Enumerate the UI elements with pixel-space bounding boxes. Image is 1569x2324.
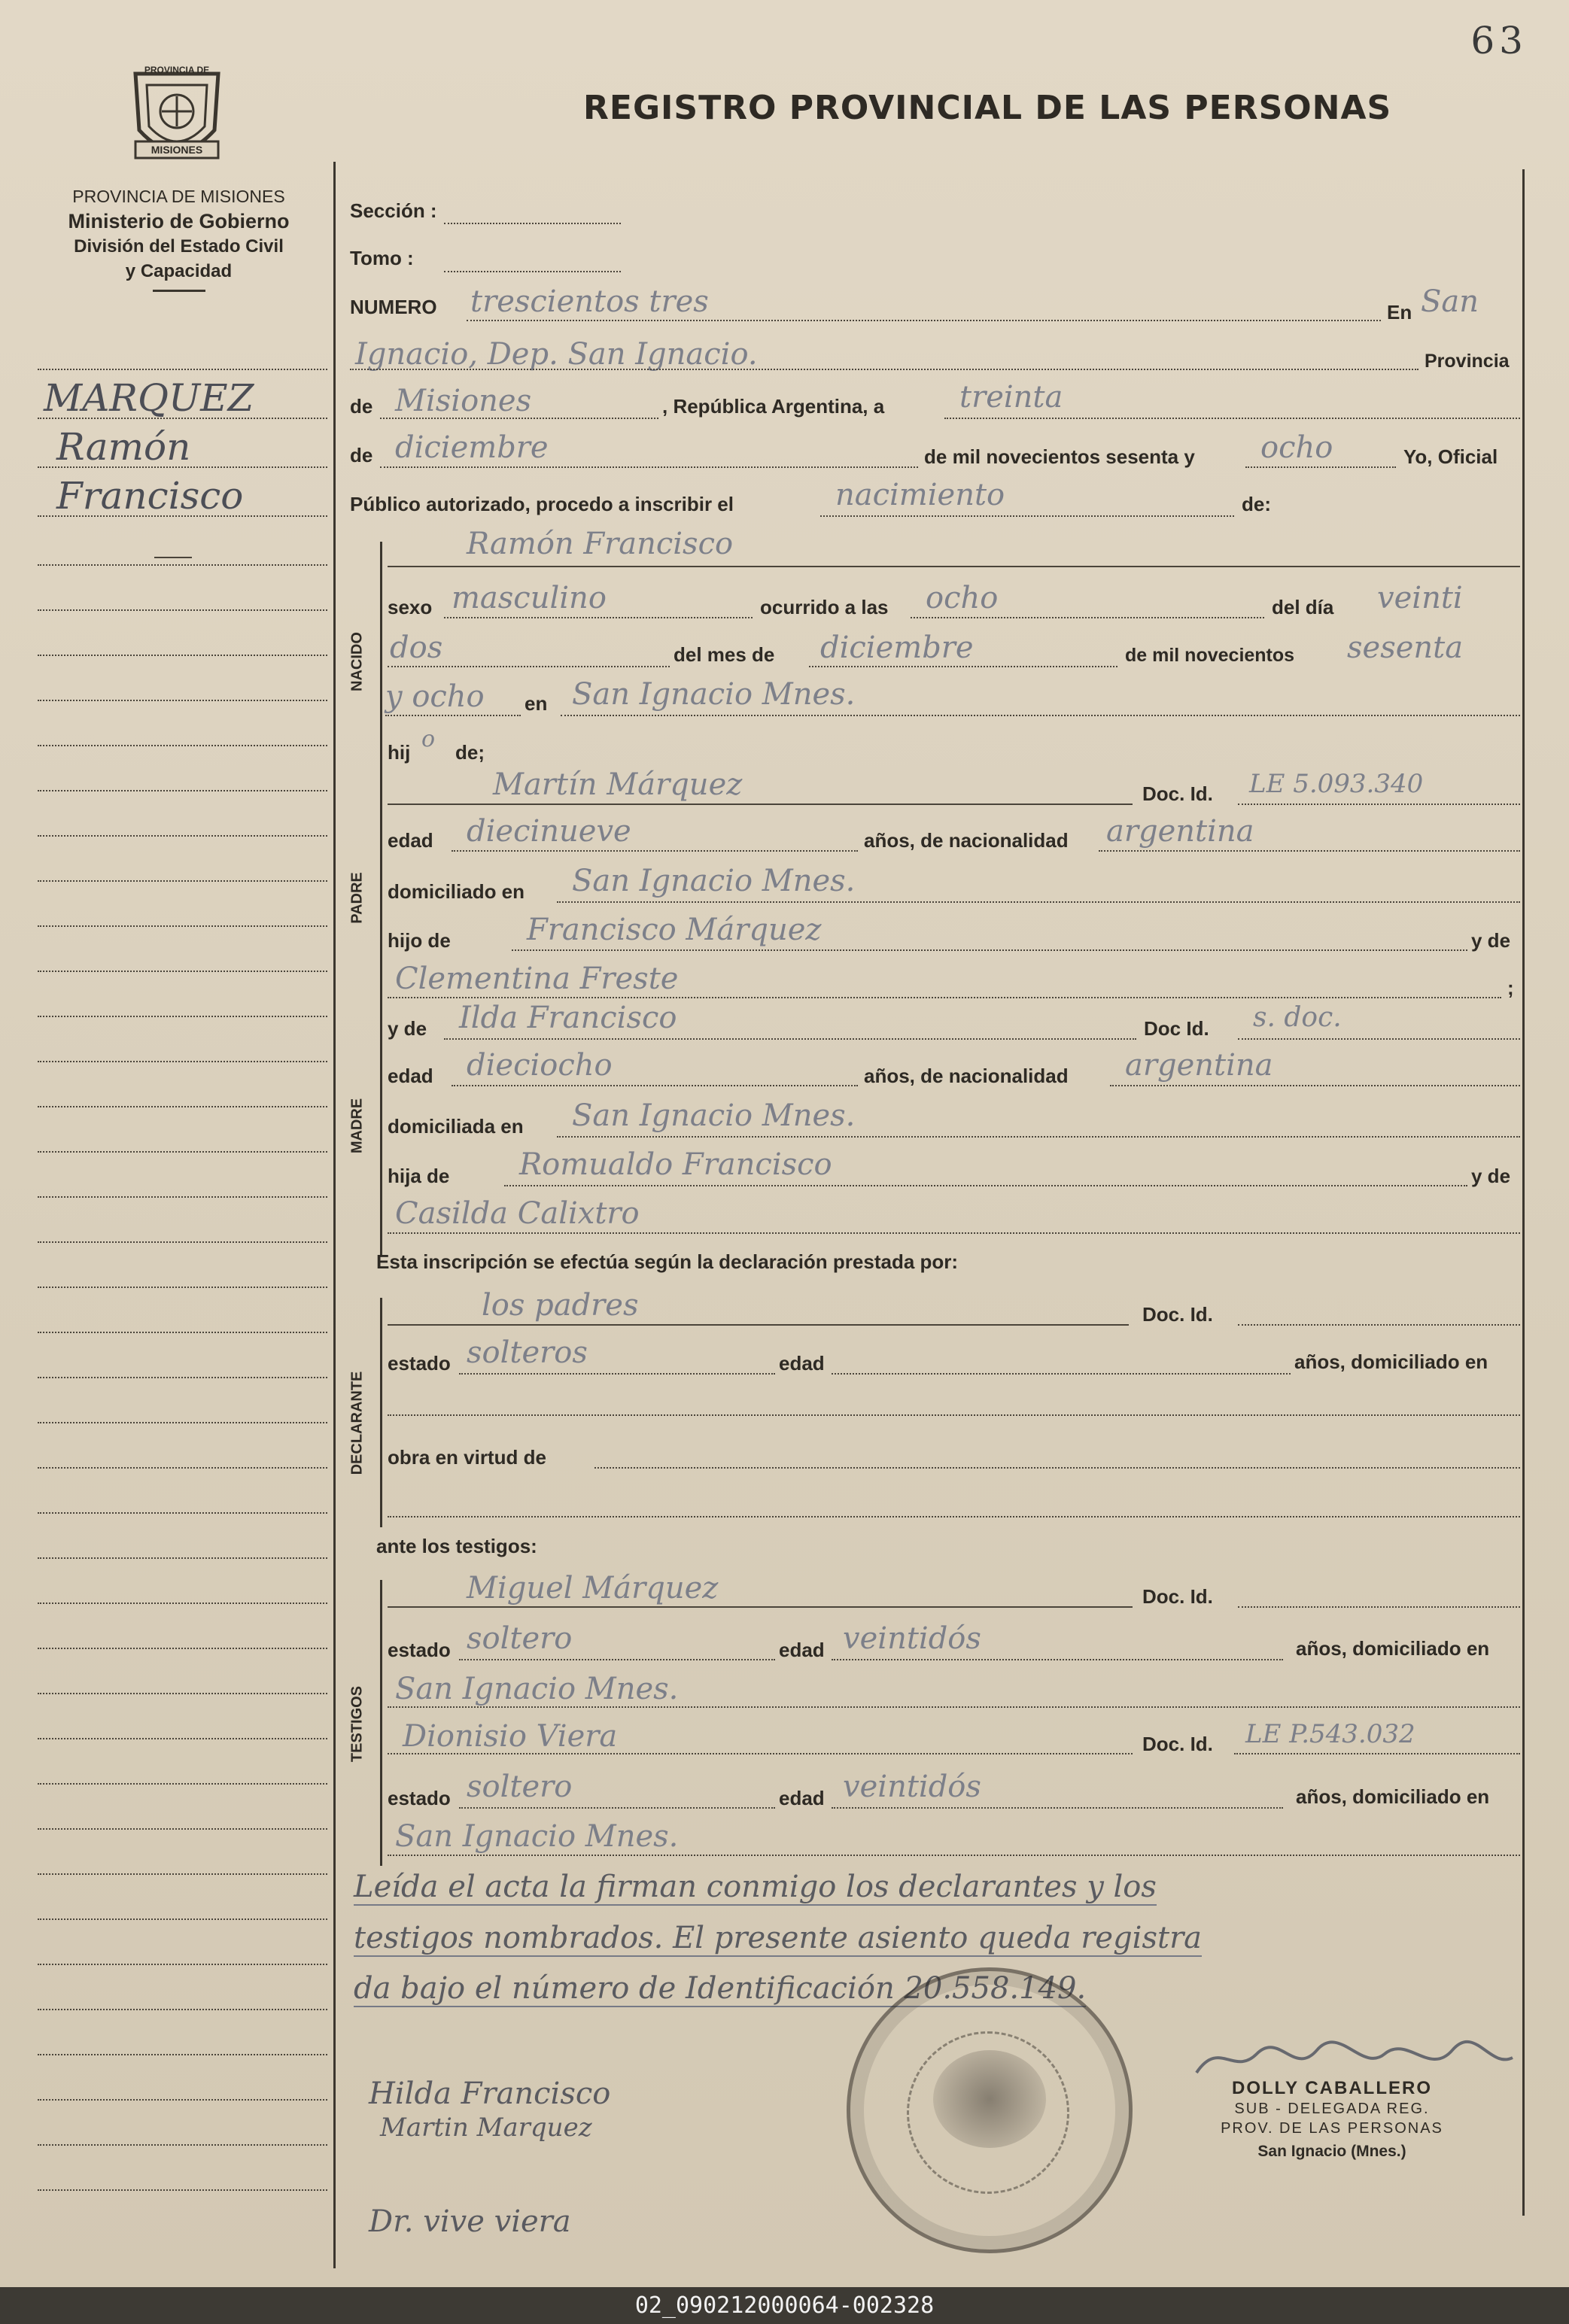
publico-label: Público autorizado, procedo a inscribir el bbox=[350, 493, 734, 515]
test2-estado-value: soltero bbox=[467, 1770, 573, 1804]
madre-madre-line bbox=[388, 1232, 1520, 1234]
padre-nombre-value: Martín Márquez bbox=[493, 767, 743, 802]
anio-nac2-value: y ocho bbox=[385, 679, 485, 714]
decl-estado-line bbox=[459, 1373, 775, 1375]
decl-edad-line bbox=[832, 1373, 1291, 1375]
fecha-mes-value: diciembre bbox=[395, 430, 549, 465]
issuer-ministry: Ministerio de Gobierno bbox=[68, 210, 290, 232]
hijo-label: hij bbox=[388, 741, 411, 764]
test1-edad-line bbox=[832, 1659, 1283, 1660]
madre-nac-line bbox=[1110, 1085, 1520, 1086]
madre-doc-value: s. doc. bbox=[1253, 1002, 1342, 1033]
tomo-line bbox=[444, 271, 621, 272]
madre-y-de-label: y de bbox=[388, 1017, 427, 1040]
madre-nombre-line bbox=[444, 1038, 1136, 1040]
fecha-dia-line bbox=[944, 418, 1520, 419]
official-name: DOLLY CABALLERO bbox=[1231, 2078, 1432, 2098]
official-seal-emblem-icon bbox=[933, 2050, 1046, 2148]
decl-estado-value: solteros bbox=[467, 1335, 588, 1370]
padre-anos-label: años, de nacionalidad bbox=[864, 829, 1069, 852]
numero-value: trescientos tres bbox=[470, 284, 709, 319]
dia2-value: dos bbox=[390, 630, 443, 665]
testigos-section-line bbox=[380, 1580, 382, 1866]
madre-anos-label: años, de nacionalidad bbox=[864, 1065, 1069, 1087]
test1-estado-label: estado bbox=[388, 1639, 451, 1661]
official-title: SUB - DELEGADA REG. bbox=[1234, 2101, 1430, 2117]
hora-line bbox=[911, 617, 1264, 618]
test1-anos-label: años, domiciliado en bbox=[1296, 1637, 1490, 1660]
fecha-dia-value: treinta bbox=[959, 380, 1063, 415]
yo-oficial-label: Yo, Oficial bbox=[1403, 445, 1498, 468]
testigo2-value: Dionisio Viera bbox=[403, 1719, 618, 1754]
sexo-line bbox=[444, 617, 753, 618]
decl-anos-label: años, domiciliado en bbox=[1294, 1350, 1488, 1373]
margin-second-name: Francisco bbox=[56, 474, 244, 518]
acto-value: nacimiento bbox=[835, 478, 1005, 512]
declarante-line bbox=[388, 1324, 1129, 1326]
padre-doc-label: Doc. Id. bbox=[1142, 782, 1213, 805]
padre-hijo-label: hijo de bbox=[388, 929, 451, 952]
father-signature: Martin Marquez bbox=[380, 2113, 592, 2143]
testigo1-line bbox=[388, 1606, 1133, 1608]
testigo1-doc-line bbox=[1238, 1606, 1520, 1608]
mil-nov-label: de mil novecientos sesenta y bbox=[924, 445, 1195, 468]
left-border bbox=[333, 162, 336, 2268]
crest-top-text: PROVINCIA DE bbox=[144, 65, 210, 75]
madre-padre-value: Romualdo Francisco bbox=[519, 1147, 832, 1182]
test2-estado-line bbox=[459, 1807, 775, 1809]
page-number: 63 bbox=[1470, 19, 1528, 62]
madre-nac-value: argentina bbox=[1125, 1048, 1273, 1083]
testigo2-line bbox=[388, 1753, 1133, 1754]
margin-note: Dr. vive viera bbox=[369, 2204, 571, 2239]
closing-note-line1: Leída el acta la firman conmigo los declarantes y los bbox=[354, 1870, 1157, 1904]
seccion-line bbox=[444, 223, 621, 224]
nombre-value: Ramón Francisco bbox=[467, 527, 734, 561]
madre-madre-value: Casilda Calixtro bbox=[395, 1196, 640, 1231]
mes-line bbox=[809, 666, 1117, 667]
margin-surname: MARQUEZ bbox=[44, 376, 254, 420]
side-label-testigos: TESTIGOS bbox=[348, 1685, 366, 1763]
de-colon-label: de: bbox=[1242, 493, 1271, 515]
anio-line bbox=[1245, 466, 1396, 468]
madre-doc-label: Doc Id. bbox=[1144, 1017, 1209, 1040]
padre-edad-line bbox=[452, 850, 858, 852]
decl-dom-line bbox=[388, 1414, 1520, 1416]
test1-edad-value: veintidós bbox=[843, 1621, 981, 1656]
madre-section-line bbox=[380, 1016, 382, 1256]
official-place: San Ignacio (Mnes.) bbox=[1257, 2143, 1406, 2160]
obra-line bbox=[594, 1467, 1520, 1469]
del-dia-label: del día bbox=[1272, 596, 1334, 618]
dia2-line bbox=[388, 666, 670, 667]
right-border bbox=[1522, 169, 1525, 2216]
closing-note-line3: da bajo el número de Identificación 20.558.149. bbox=[354, 1971, 1087, 2006]
test2-edad-line bbox=[832, 1807, 1283, 1809]
test2-dom-line bbox=[388, 1855, 1520, 1856]
test2-dom-value: San Ignacio Mnes. bbox=[395, 1819, 679, 1854]
sexo-value: masculino bbox=[452, 581, 607, 615]
anio-nac-value: sesenta bbox=[1347, 630, 1464, 665]
padre-semicolon: ; bbox=[1507, 977, 1514, 999]
obra-line-2 bbox=[388, 1516, 1520, 1517]
madre-edad-value: dieciocho bbox=[467, 1048, 613, 1083]
declarante-doc-line bbox=[1238, 1324, 1520, 1326]
test2-edad-value: veintidós bbox=[843, 1770, 981, 1804]
mil-nov-label-2: de mil novecientos bbox=[1125, 645, 1295, 666]
republica-label: , República Argentina, a bbox=[662, 395, 885, 418]
hora-value: ocho bbox=[926, 581, 999, 615]
anio-nac2-line bbox=[385, 715, 521, 716]
footer-image-id: 02_090212000064-002328 bbox=[0, 2287, 1569, 2324]
mes-value: diciembre bbox=[820, 630, 974, 665]
en2-label: en bbox=[525, 692, 548, 715]
acto-line bbox=[820, 515, 1234, 517]
margin-first-name: Ramón bbox=[56, 425, 191, 469]
test2-anos-label: años, domiciliado en bbox=[1296, 1785, 1490, 1808]
hijo-suffix-value: o bbox=[421, 726, 436, 752]
side-label-madre: MADRE bbox=[348, 1098, 366, 1154]
padre-doc-value: LE 5.093.340 bbox=[1249, 769, 1424, 799]
inscripcion-label: Esta inscripción se efectúa según la declaración prestada por: bbox=[376, 1250, 959, 1273]
padre-nac-value: argentina bbox=[1106, 814, 1254, 849]
decl-estado-label: estado bbox=[388, 1352, 451, 1375]
dia-value: veinti bbox=[1377, 581, 1463, 615]
ante-testigos-label: ante los testigos: bbox=[376, 1535, 537, 1557]
madre-dom-label: domiciliada en bbox=[388, 1115, 524, 1138]
crest-bottom-text: MISIONES bbox=[151, 144, 203, 156]
hijo-de-label: de; bbox=[455, 741, 485, 764]
test1-estado-value: soltero bbox=[467, 1621, 573, 1656]
provincia-line bbox=[380, 418, 658, 419]
issuer-block bbox=[23, 184, 335, 292]
madre-padre-line bbox=[504, 1185, 1467, 1186]
declarante-section-line bbox=[380, 1298, 382, 1527]
padre-padre-value: Francisco Márquez bbox=[527, 913, 822, 947]
issuer-division: División del Estado Civil bbox=[74, 236, 284, 257]
nombre-line bbox=[388, 566, 1520, 567]
test1-dom-line bbox=[388, 1706, 1520, 1708]
testigo1-value: Miguel Márquez bbox=[467, 1571, 719, 1606]
side-label-declarante: DECLARANTE bbox=[348, 1371, 366, 1475]
obra-label: obra en virtud de bbox=[388, 1446, 546, 1469]
issuer-province: PROVINCIA DE MISIONES bbox=[72, 187, 285, 206]
madre-nombre-value: Ilda Francisco bbox=[459, 1001, 677, 1035]
lugar-nac-line bbox=[561, 715, 1520, 716]
de2-label: de bbox=[350, 444, 373, 466]
tomo-label: Tomo : bbox=[350, 247, 414, 269]
test2-doc-value: LE P.543.032 bbox=[1245, 1719, 1415, 1749]
provincia-value: Misiones bbox=[395, 384, 532, 418]
side-label-padre: PADRE bbox=[348, 872, 366, 924]
madre-edad-line bbox=[452, 1085, 858, 1086]
decl-edad-label: edad bbox=[779, 1352, 825, 1375]
padre-nac-line bbox=[1099, 850, 1520, 852]
padre-edad-label: edad bbox=[388, 829, 433, 852]
en-value: San bbox=[1421, 284, 1479, 319]
sexo-label: sexo bbox=[388, 596, 433, 618]
provincia-label: Provincia bbox=[1425, 351, 1510, 372]
en-label: En bbox=[1387, 301, 1412, 324]
declarante-value: los padres bbox=[482, 1288, 639, 1323]
padre-section-line bbox=[380, 775, 382, 1019]
madre-y-de-label-2: y de bbox=[1471, 1165, 1511, 1187]
seccion-label: Sección : bbox=[350, 199, 437, 222]
provincial-crest-icon bbox=[120, 59, 233, 175]
test2-edad-label: edad bbox=[779, 1787, 825, 1809]
de-label: de bbox=[350, 395, 373, 418]
padre-nombre-line bbox=[388, 804, 1133, 805]
madre-dom-line bbox=[557, 1136, 1520, 1138]
test1-estado-line bbox=[459, 1659, 775, 1660]
margin-dash bbox=[154, 557, 192, 558]
side-label-nacido: NACIDO bbox=[348, 632, 366, 691]
testigo1-doc-label: Doc. Id. bbox=[1142, 1585, 1213, 1608]
test1-edad-label: edad bbox=[779, 1639, 825, 1661]
nacido-section-line bbox=[380, 542, 382, 779]
issuer-rule bbox=[153, 290, 205, 292]
test2-estado-label: estado bbox=[388, 1787, 451, 1809]
padre-edad-value: diecinueve bbox=[467, 814, 631, 849]
madre-dom-value: San Ignacio Mnes. bbox=[572, 1098, 856, 1133]
closing-note-line2: testigos nombrados. El presente asiento queda registra bbox=[354, 1921, 1203, 1955]
padre-padre-line bbox=[512, 949, 1467, 951]
numero-label: NUMERO bbox=[350, 296, 437, 318]
ocurrido-label: ocurrido a las bbox=[760, 596, 889, 618]
lugar-nac-value: San Ignacio Mnes. bbox=[572, 677, 856, 712]
madre-edad-label: edad bbox=[388, 1065, 433, 1087]
issuer-division2: y Capacidad bbox=[125, 261, 233, 281]
place-value: Ignacio, Dep. San Ignacio. bbox=[355, 337, 758, 372]
fecha-mes-line bbox=[380, 466, 918, 468]
padre-madre-value: Clementina Freste bbox=[395, 961, 679, 996]
madre-doc-line bbox=[1238, 1038, 1520, 1040]
official-title2: PROV. DE LAS PERSONAS bbox=[1221, 2120, 1443, 2137]
place-line bbox=[350, 369, 1418, 370]
test2-doc-line bbox=[1234, 1753, 1520, 1754]
padre-dom-line bbox=[557, 901, 1520, 903]
declarante-doc-label: Doc. Id. bbox=[1142, 1303, 1213, 1326]
testigo2-doc-label: Doc. Id. bbox=[1142, 1733, 1213, 1755]
madre-hija-label: hija de bbox=[388, 1165, 450, 1187]
del-mes-label: del mes de bbox=[674, 643, 775, 666]
padre-y-de-label: y de bbox=[1471, 929, 1511, 952]
padre-doc-line bbox=[1238, 804, 1520, 805]
test1-dom-value: San Ignacio Mnes. bbox=[395, 1672, 679, 1706]
anio-value: ocho bbox=[1260, 430, 1333, 465]
padre-dom-value: San Ignacio Mnes. bbox=[572, 864, 856, 898]
padre-madre-line bbox=[388, 997, 1501, 998]
document-title: REGISTRO PROVINCIAL DE LAS PERSONAS bbox=[583, 89, 1392, 127]
mother-signature: Hilda Francisco bbox=[369, 2076, 611, 2111]
padre-dom-label: domiciliado en bbox=[388, 880, 525, 903]
numero-line bbox=[467, 320, 1381, 321]
